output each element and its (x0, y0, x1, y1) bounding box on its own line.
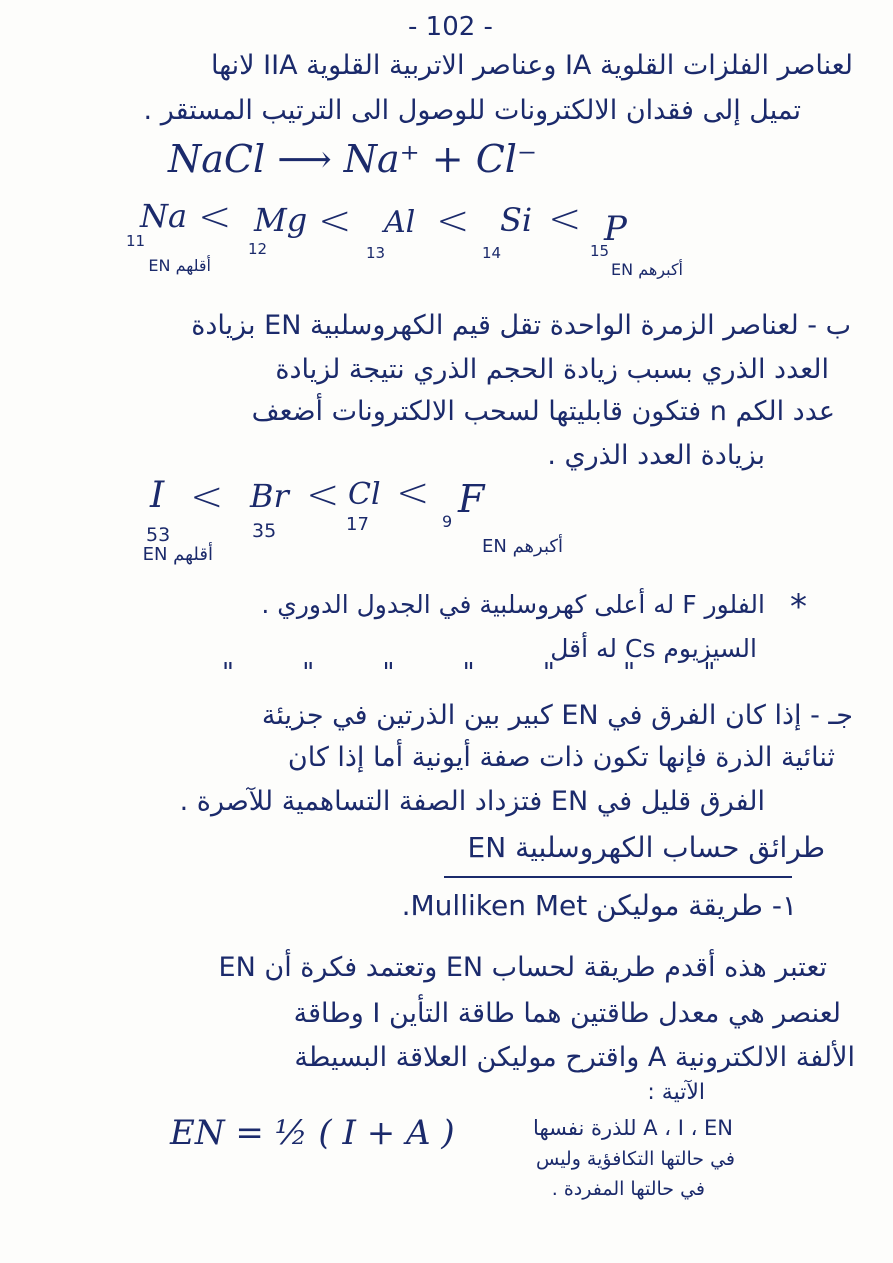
less-than-sign: < (436, 198, 470, 244)
mulliken-heading: ١- طريقة موليكن Mulliken Met. (401, 889, 797, 922)
lowest-en-label: أقلهم EN (148, 256, 211, 275)
intro-line-2: تميل إلى فقدان الالكترونات للوصول الى الترتيب المستقر . (143, 95, 801, 126)
less-than-sign: < (198, 194, 232, 240)
page-number: - 102 - (408, 12, 493, 42)
section-c-line-3: الفرق قليل في EN فتزداد الصفة التساهمية للآصرة . (179, 786, 765, 817)
section-b-line-3: عدد الكم n فتكون قابليتها لسحب الالكترونات أضعف (251, 396, 835, 427)
atomic-number: 9 (442, 512, 453, 531)
mulliken-note-3: في حالتها المفردة . (551, 1178, 705, 1200)
atomic-number: 17 (346, 514, 369, 535)
atomic-number: 11 (126, 232, 146, 250)
atomic-number: 12 (248, 240, 268, 258)
mulliken-note-2: في حالتها التكافؤية وليس (535, 1148, 735, 1170)
element-symbol: F (458, 477, 485, 521)
section-c-line-2: ثنائية الذرة فإنها تكون ذات صفة أيونية أما إذا كان (287, 742, 835, 773)
mulliken-line-2: لعنصر هي معدل طاقتين هما طاقة التأين I وطاقة (293, 998, 841, 1029)
heading-underline (444, 876, 792, 878)
highest-en-label: أكبرهم EN (482, 536, 563, 557)
section-b-line-4: بزيادة العدد الذري . (547, 440, 765, 471)
element-symbol: Na (140, 197, 188, 235)
ditto-marks: " " " " " " " (222, 658, 746, 688)
element-symbol: I (150, 475, 165, 516)
atomic-number: 13 (366, 244, 386, 262)
section-c-line-1: جـ - إذا كان الفرق في EN كبير بين الذرتين في جزيئة (261, 700, 853, 731)
section-b-line-1: ب - لعناصر الزمرة الواحدة تقل قيم الكهروسلبية EN بزيادة (191, 310, 851, 341)
lowest-en-label: أقلهم EN (142, 544, 213, 565)
atomic-number: 53 (146, 524, 171, 546)
highest-en-label: أكبرهم EN (611, 260, 683, 279)
mulliken-line-3: الألفة الالكترونية A واقترح موليكن العلاقة البسيطة (294, 1042, 855, 1073)
less-than-sign: < (306, 472, 340, 518)
less-than-sign: < (190, 474, 224, 520)
star-bullet: * (790, 587, 807, 627)
less-than-sign: < (318, 198, 352, 244)
section-b-line-2: العدد الذري بسبب زيادة الحجم الذري نتيجة لزيادة (275, 354, 829, 385)
mulliken-line-1: تعتبر هذه أقدم طريقة لحساب EN وتعتمد فكرة أن EN (218, 952, 827, 983)
mulliken-formula: EN = ½ ( I + A ) (170, 1113, 455, 1153)
atomic-number: 14 (482, 244, 502, 262)
methods-heading: طرائق حساب الكهروسلبية EN (467, 831, 825, 864)
less-than-sign: < (548, 196, 582, 242)
atomic-number: 35 (252, 520, 277, 542)
group-series (0, 0, 893, 600)
less-than-sign: < (396, 470, 430, 516)
element-symbol: Mg (254, 201, 308, 239)
nacl-equation: NaCl ⟶ Na⁺ + Cl⁻ (168, 137, 538, 181)
element-symbol: Al (384, 205, 416, 240)
note-line-2: السيزيوم Cs له أقل (550, 634, 757, 663)
mulliken-line-4: الآتية : (647, 1080, 705, 1105)
mulliken-note-1: A ، I ، EN للذرة نفسها (533, 1116, 733, 1140)
note-line-1: الفلور F له أعلى كهروسلبية في الجدول الدوري . (261, 590, 765, 619)
element-symbol: Br (250, 477, 289, 515)
element-symbol: P (604, 209, 627, 249)
intro-line-1: لعناصر الفلزات القلوية IA وعناصر الاتربية القلوية IIA لانها (210, 50, 853, 81)
element-symbol: Cl (348, 477, 381, 512)
element-symbol: Si (500, 201, 533, 239)
atomic-number: 15 (590, 242, 610, 260)
